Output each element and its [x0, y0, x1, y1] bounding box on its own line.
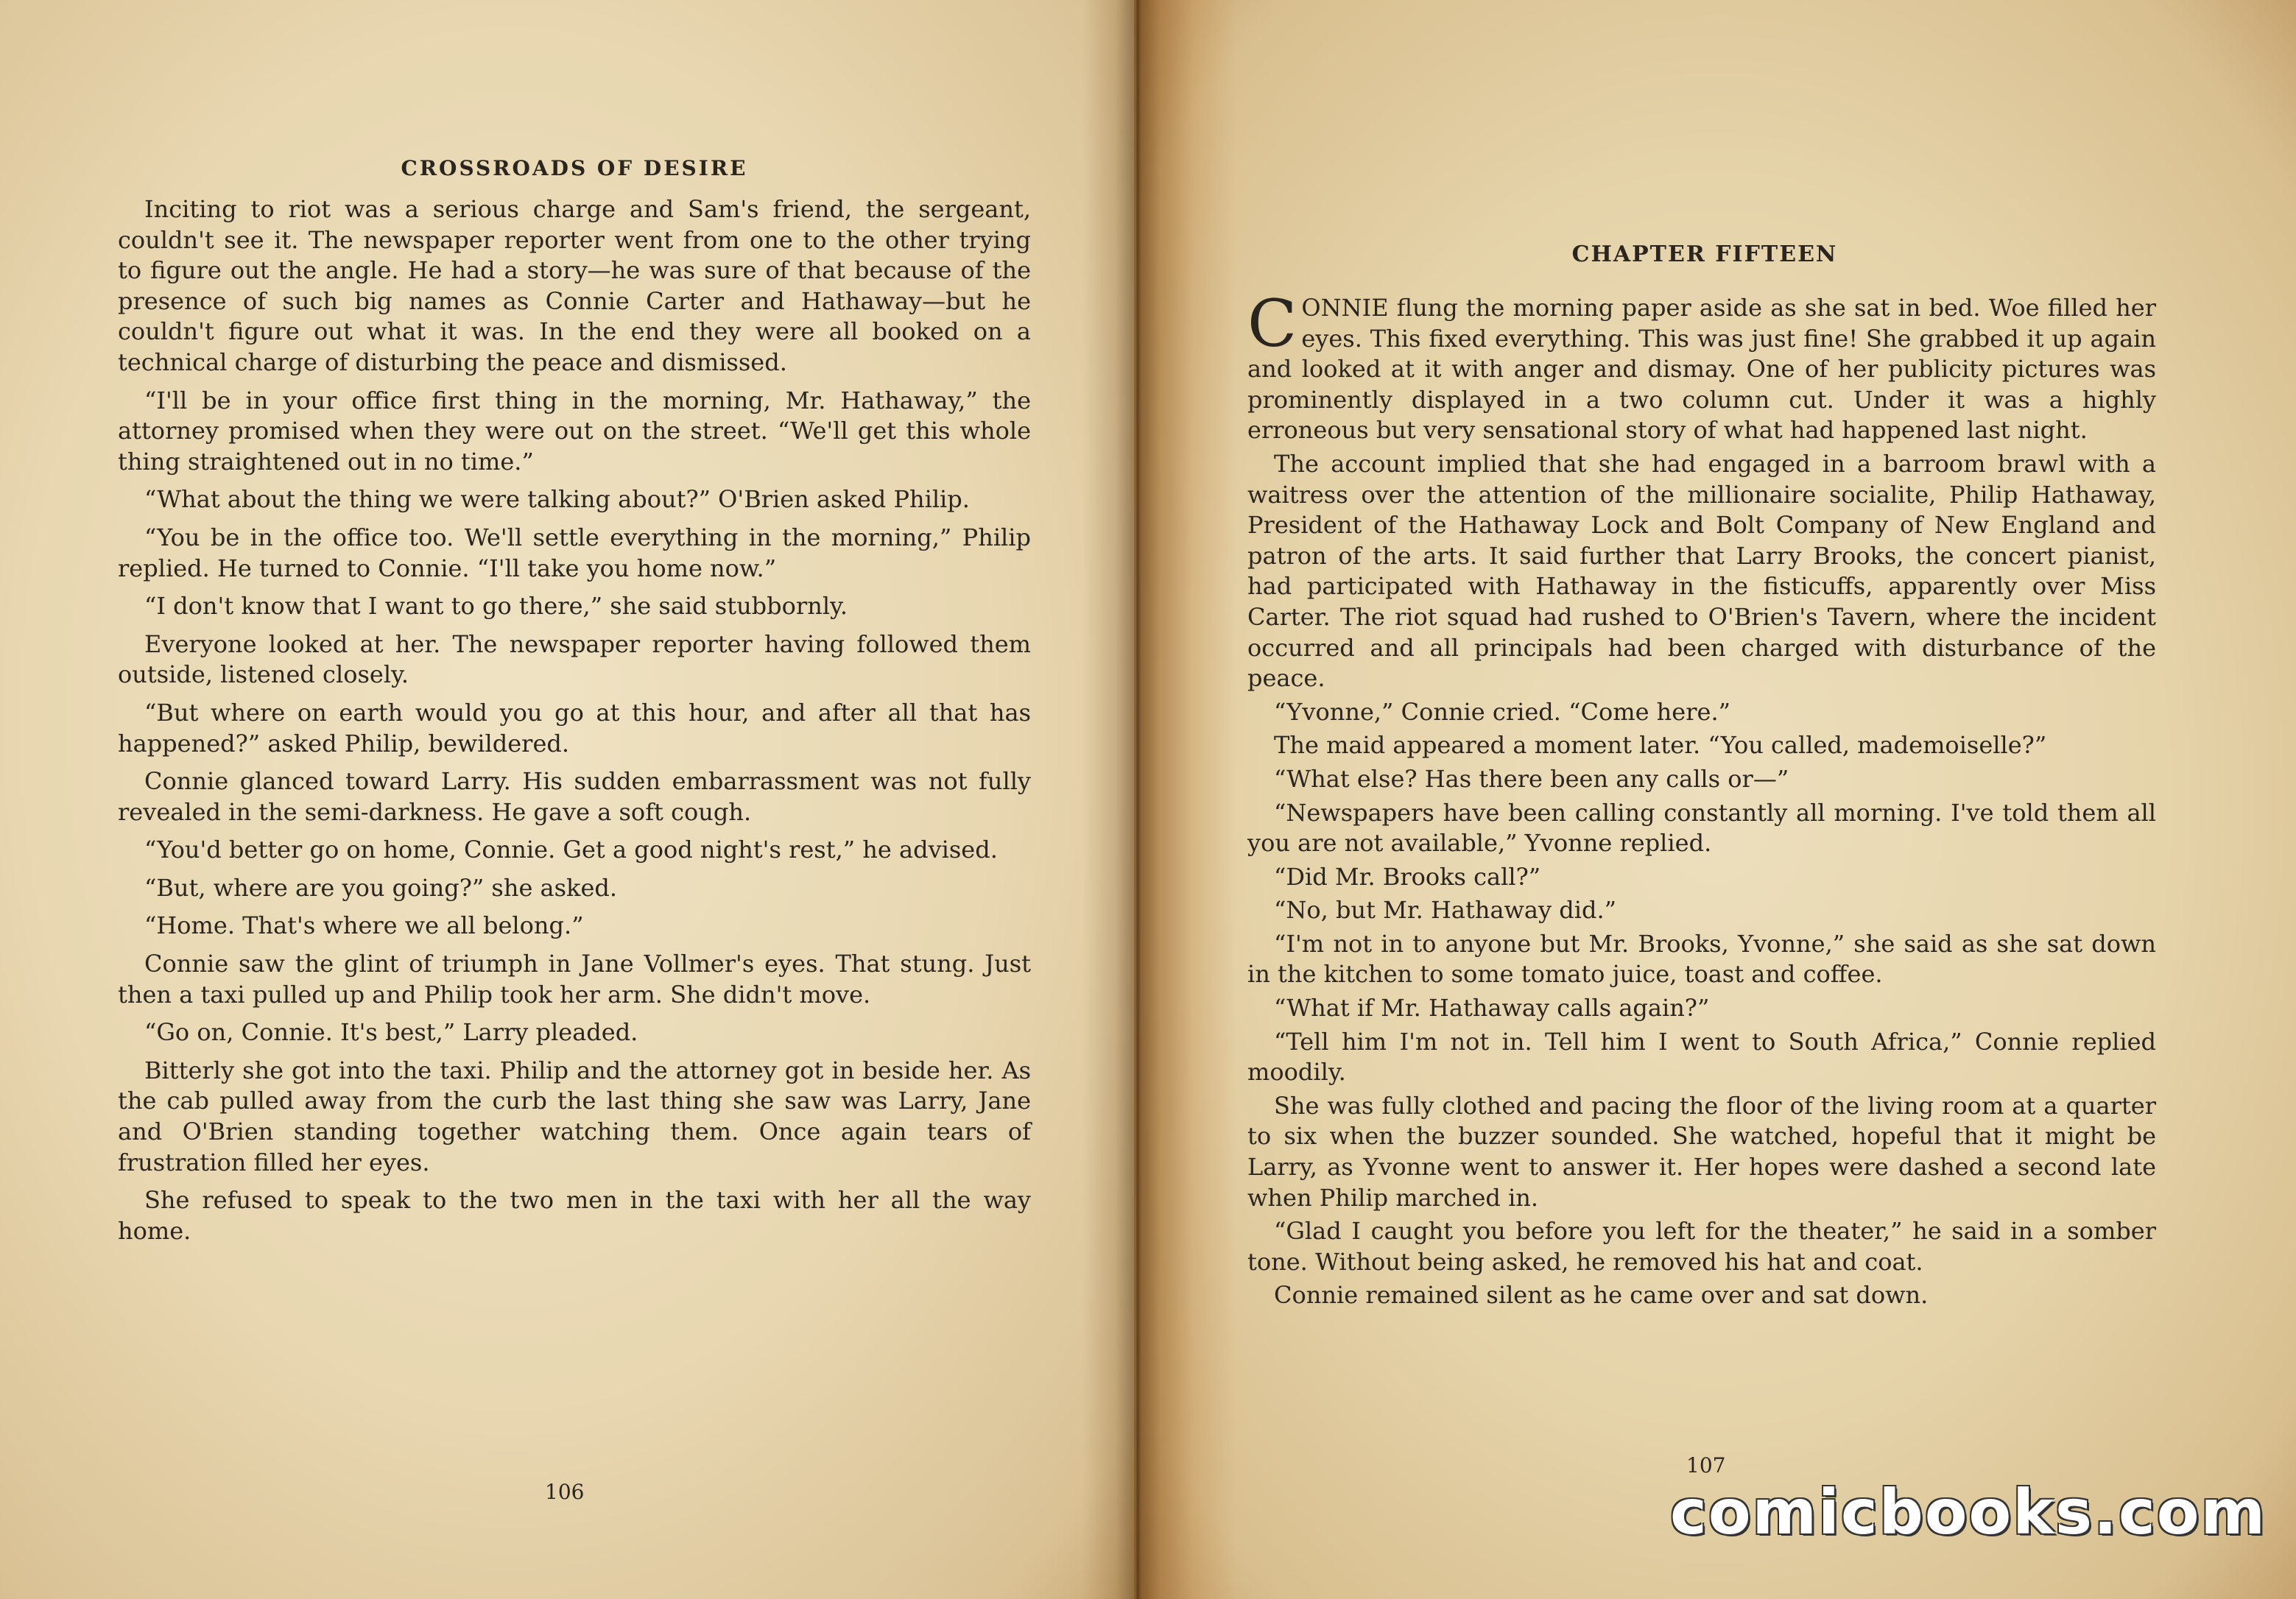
- paragraph: Connie remained silent as he came over and sat down.: [1274, 1281, 1929, 1310]
- paragraph: “Newspapers have been calling constantly all morning. I've told them all you are not available,” Yvonne replied.: [1247, 798, 2156, 858]
- paragraph: “Tell him I'm not in. Tell him I went to South Africa,” Connie replied moodily.: [1247, 1027, 2156, 1087]
- paragraph: “I'm not in to anyone but Mr. Brooks, Yvonne,” she said as she sat down in the kitchen to some tomato juice, toast and coffee.: [1247, 929, 2156, 989]
- paragraph: Inciting to riot was a serious charge and Sam's friend, the sergeant, couldn't see it. The newspaper reporter went from one to the other trying to figure out the angle. He had a story—he was sure of that because of the presence of such big names as Connie Carter and Hathaway—but he couldn't figure out what it was. In the end they were all booked on a technical charge of disturbing the peace and dismissed.: [118, 195, 1031, 376]
- page-number-left: 106: [545, 1480, 585, 1504]
- paragraph: “Did Mr. Brooks call?”: [1274, 862, 1541, 891]
- drop-cap: C: [1247, 286, 1297, 361]
- paragraph: “But where on earth would you go at this hour, and after all that has happened?” asked Philip, bewildered.: [118, 698, 1031, 758]
- paragraph: “Glad I caught you before you left for the theater,” he said in a somber tone. Without being asked, he removed his hat and coat.: [1247, 1217, 2156, 1276]
- left-page-body: [118, 194, 1031, 1246]
- paragraph: “But, where are you going?” she asked.: [144, 873, 618, 902]
- paragraph: “Go on, Connie. It's best,” Larry pleaded.: [144, 1018, 638, 1047]
- first-paragraph-text: ONNIE flung the morning paper aside as she sat in bed. Woe filled her eyes. This fixed everything. This was just fine! She grabbed it up again and looked at it with anger and dismay. One of her publicity pictures was prominently displayed in a two column cut. Under it was a highly erroneous but very sensational story of what had happened last night.: [1247, 294, 2156, 445]
- paragraph: Connie glanced toward Larry. His sudden embarrassment was not fully revealed in the semi-darkness. He gave a soft cough.: [118, 767, 1031, 826]
- paragraph: “Yvonne,” Connie cried. “Come here.”: [1274, 697, 1730, 726]
- paragraph: She was fully clothed and pacing the floor of the living room at a quarter to six when the buzzer sounded. She watched, hopeful that it might be Larry, as Yvonne went to answer it. Her hopes were dashed a second late when Philip marched in.: [1247, 1091, 2156, 1212]
- page-number-right: 107: [1686, 1453, 1726, 1478]
- paragraph: She refused to speak to the two men in the taxi with her all the way home.: [118, 1186, 1031, 1245]
- paragraph: The account implied that she had engaged in a barroom brawl with a waitress over the attention of the millionaire socialite, Philip Hathaway, President of the Hathaway Lock and Bolt Company of New England and patron of the arts. It said further that Larry Brooks, the concert pianist, had participated with Hathaway in the fisticuffs, apparently over Miss Carter. The riot squad had rushed to O'Brien's Tavern, where the incident occurred and all principals had been charged with disturbance of the peace.: [1247, 449, 2156, 693]
- right-page-body: [1247, 286, 2156, 1311]
- paragraph: “You be in the office too. We'll settle everything in the morning,” Philip replied. He turned to Connie. “I'll take you home now.”: [118, 523, 1031, 582]
- paragraph: “I'll be in your office first thing in the morning, Mr. Hathaway,” the attorney promised when they were out on the street. “We'll get this whole thing straightened out in no time.”: [118, 386, 1031, 476]
- paragraph: Bitterly she got into the taxi. Philip and the attorney got in beside her. As the cab pulled away from the curb the last thing she saw was Larry, Jane and O'Brien standing together watching them. Once again tears of frustration filled her eyes.: [118, 1056, 1031, 1176]
- paragraph: Everyone looked at her. The newspaper reporter having followed them outside, listened closely.: [118, 629, 1031, 689]
- paragraph: The maid appeared a moment later. “You called, mademoiselle?”: [1274, 731, 2047, 760]
- paragraph: “You'd better go on home, Connie. Get a good night's rest,” he advised.: [144, 836, 998, 864]
- paragraph: “I don't know that I want to go there,” she said stubbornly.: [144, 592, 848, 621]
- running-head: CROSSROADS OF DESIRE: [401, 156, 748, 180]
- chapter-title: CHAPTER FIFTEEN: [1571, 241, 1838, 267]
- first-paragraph: [1247, 286, 2156, 446]
- paragraph: “Home. That's where we all belong.”: [144, 911, 584, 940]
- paragraph: “What about the thing we were talking about?” O'Brien asked Philip.: [144, 485, 970, 514]
- left-page: [0, 0, 1134, 1599]
- watermark: comicbooks.com: [1670, 1476, 2267, 1548]
- paragraph: “What if Mr. Hathaway calls again?”: [1274, 994, 1710, 1023]
- paragraph: Connie saw the glint of triumph in Jane Vollmer's eyes. That stung. Just then a taxi pulled up and Philip took her arm. She didn't move.: [118, 950, 1031, 1009]
- paragraph: “What else? Has there been any calls or—”: [1274, 764, 1789, 793]
- paragraph: “No, but Mr. Hathaway did.”: [1274, 896, 1616, 925]
